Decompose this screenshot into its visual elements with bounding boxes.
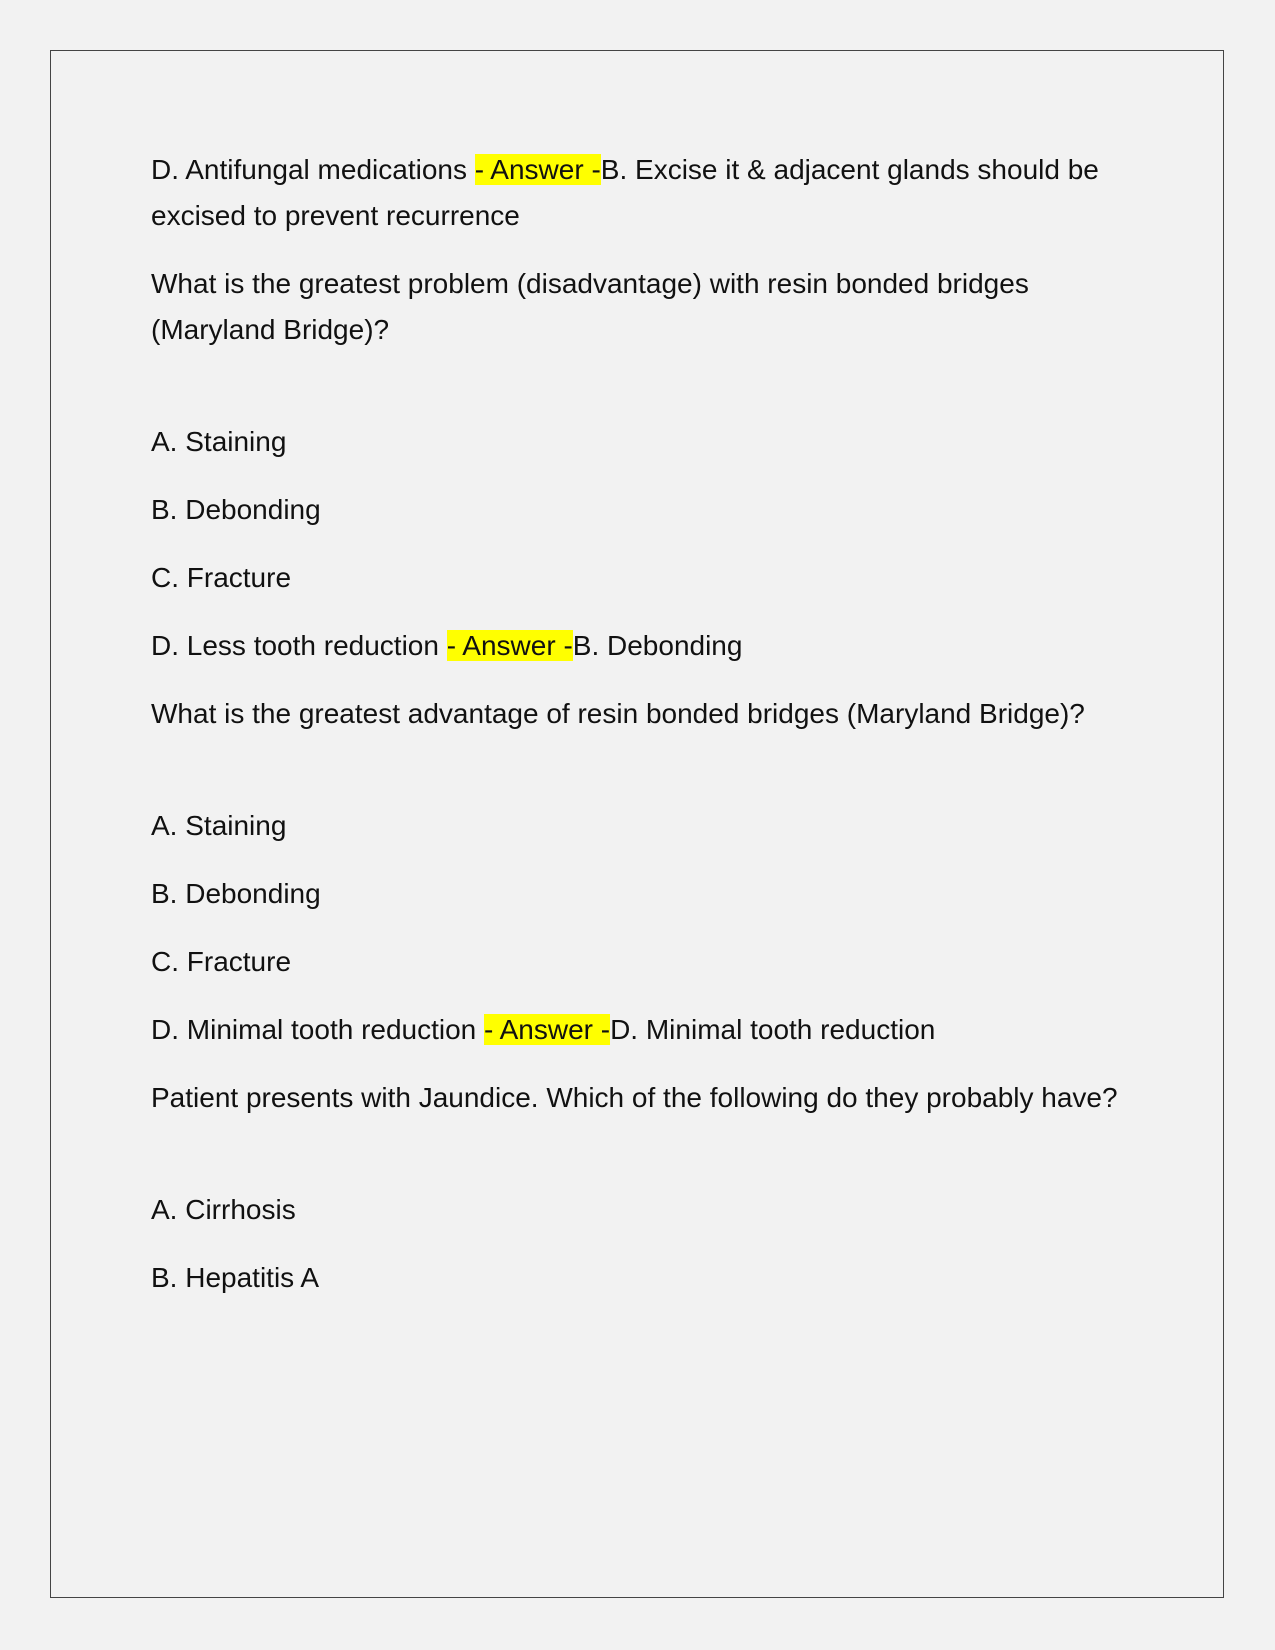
option-a: A. Cirrhosis <box>151 1194 296 1225</box>
answer-line-q2 <box>151 623 1151 669</box>
option-a: A. Staining <box>151 426 287 457</box>
answer-line-q3 <box>151 1007 1151 1053</box>
option-text: D. Antifungal medications <box>151 154 475 185</box>
answer-text: B. Excise it & adjacent glands should be excised to prevent recurrence <box>151 154 1099 231</box>
page-content <box>151 147 1151 1301</box>
option-b: B. Hepatitis A <box>151 1262 320 1293</box>
answer-marker: - Answer - <box>474 154 601 185</box>
option-b: B. Debonding <box>151 878 321 909</box>
answer-text: D. Minimal tooth reduction <box>610 1014 936 1045</box>
option-b: B. Debonding <box>151 494 321 525</box>
option-a: A. Staining <box>151 810 287 841</box>
answer-marker: - Answer - <box>446 630 573 661</box>
document-page <box>50 50 1224 1598</box>
option-c: C. Fracture <box>151 946 292 977</box>
option-c: C. Fracture <box>151 562 292 593</box>
option-text: D. Minimal tooth reduction <box>151 1014 485 1045</box>
question-text-q4: Patient presents with Jaundice. Which of the following do they probably have? <box>151 1082 1118 1113</box>
answer-text: B. Debonding <box>572 630 743 661</box>
answer-line-q1 <box>151 147 1151 239</box>
answer-marker: - Answer - <box>484 1014 611 1045</box>
question-text-q2: What is the greatest problem (disadvantage) with resin bonded bridges (Maryland Bridge)? <box>151 268 1029 345</box>
question-text-q3: What is the greatest advantage of resin bonded bridges (Maryland Bridge)? <box>151 698 1085 729</box>
option-text: D. Less tooth reduction <box>151 630 447 661</box>
